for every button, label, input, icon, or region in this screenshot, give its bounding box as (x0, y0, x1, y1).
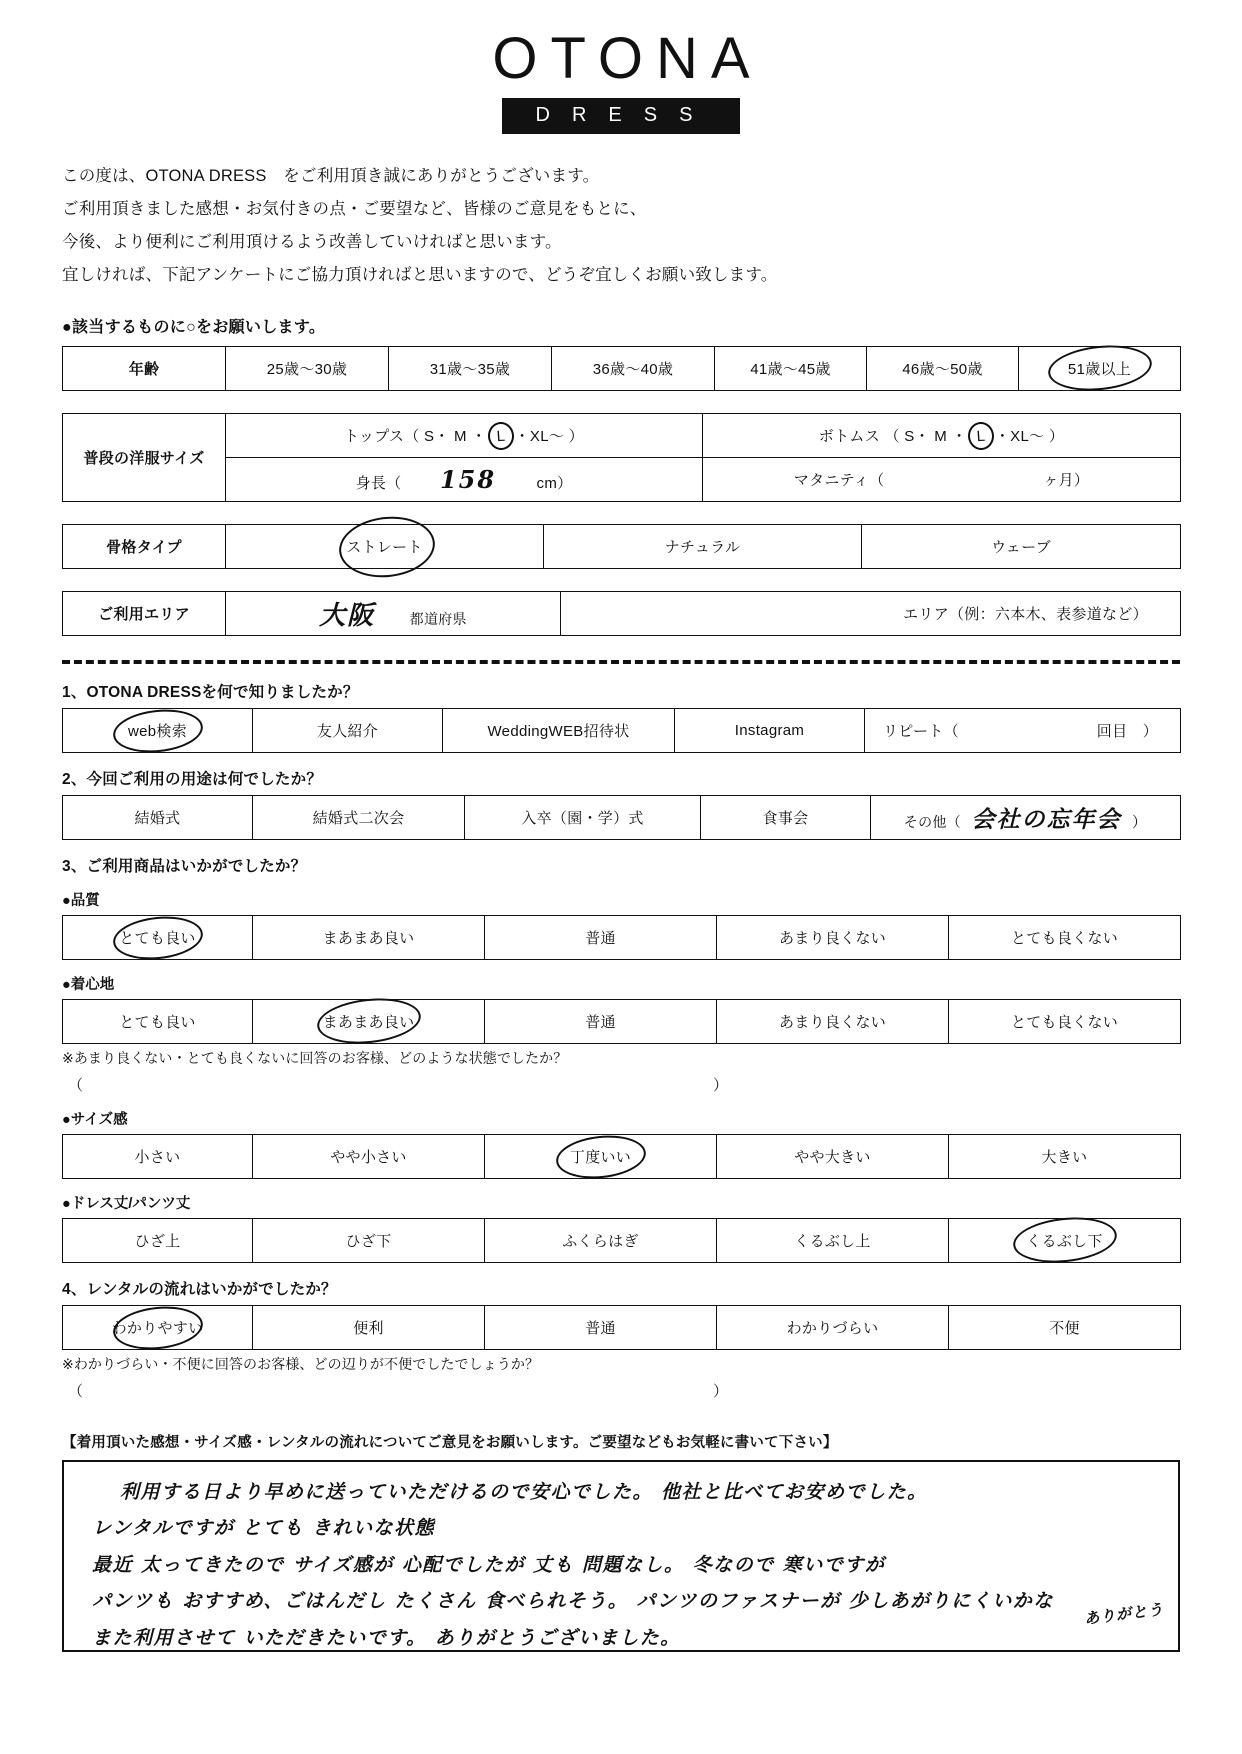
frame-type-table (62, 524, 1181, 569)
frame-option-straight[interactable] (226, 525, 544, 569)
q3-length-option-above-ankle[interactable]: くるぶし上 (717, 1219, 949, 1263)
q3-comfort-table (62, 999, 1181, 1044)
q3-comfort-note: ※あまり良くない・とても良くないに回答のお客様、どのような状態でしたか？ (62, 1050, 568, 1066)
height-label: 身長（ (355, 475, 402, 492)
q2-option-wedding[interactable]: 結婚式 (63, 796, 253, 840)
comment-line-2: レンタルですが とても きれいな状態 (92, 1517, 435, 1540)
intro-line-1: この度は、OTONA DRESS をご利用頂き誠にありがとうございます。 (62, 167, 600, 185)
area-row-label: ご利用エリア (63, 592, 226, 636)
q3-quality-label: ●品質 (62, 893, 100, 909)
intro-paragraph (62, 160, 1242, 292)
clothing-size-table (62, 413, 1181, 502)
table-row (63, 1000, 1181, 1044)
frame-option-natural[interactable]: ナチュラル (544, 525, 862, 569)
q3-fit-option-slightly-large[interactable]: やや大きい (717, 1135, 949, 1179)
prefecture-unit-label: 都道府県 (409, 611, 467, 627)
q3-quality-table (62, 915, 1181, 960)
height-handwritten-value: 158 (439, 465, 497, 494)
comment-line-1: 利用する日より早めに送っていただけるので安心でした。 他社と比べてお安めでした。 (120, 1481, 928, 1503)
q3-length-option-above-knee[interactable]: ひざ上 (63, 1219, 253, 1263)
instruction-text: ●該当するものに○をお願いします。 (62, 319, 326, 336)
age-option-51-plus-label: 51歳以上 (1067, 361, 1132, 378)
q1-option-web-search[interactable] (63, 709, 253, 753)
q4-option-hard-to-understand[interactable]: わかりづらい (717, 1306, 949, 1350)
q2-option-other[interactable] (871, 796, 1181, 840)
q4-option-inconvenient[interactable]: 不便 (949, 1306, 1181, 1350)
comment-section-heading: 【着用頂いた感想・サイズ感・レンタルの流れについてご意見をお願いします。ご要望などもお気軽に書いて下さい】 (62, 1435, 838, 1451)
q2-option-ceremony[interactable]: 入卒（園・学）式 (465, 796, 701, 840)
area-hint-label: エリア（例：六本木、表参道など） (903, 606, 1148, 623)
q2-other-handwritten-value: 会社の忘年会 (971, 806, 1122, 833)
usage-area-table (62, 591, 1181, 636)
q2-option-after-party[interactable]: 結婚式二次会 (253, 796, 465, 840)
table-row (63, 414, 1181, 458)
comment-line-3: 最近 太ってきたので サイズ感が 心配でしたが 丈も 問題なし。 冬なので 寒いですが (92, 1553, 886, 1576)
logo-primary-text: OTONA (492, 26, 763, 91)
table-row (63, 458, 1181, 502)
age-option-25-30[interactable]: 25歳〜30歳 (226, 347, 389, 391)
height-cell[interactable] (226, 458, 703, 502)
table-row (63, 347, 1181, 391)
age-option-31-35[interactable]: 31歳〜35歳 (389, 347, 552, 391)
bottoms-suffix: ・XL〜 ） (994, 427, 1065, 445)
frame-option-straight-label: ストレート (346, 539, 423, 556)
comment-line-5: また利用させて いただきたいです。 ありがとうございました。 (92, 1626, 681, 1649)
q3-comfort-open-paren: （ (68, 1077, 84, 1094)
q3-fit-label: ●サイズ感 (62, 1112, 128, 1128)
q3-quality-option-very-good-label: とても良い (119, 930, 196, 947)
comment-textarea[interactable] (62, 1460, 1180, 1652)
q3-quality-option-very-good[interactable] (63, 916, 253, 960)
q4-note: ※わかりづらい・不便に回答のお客様、どの辺りが不便でしたでしょうか？ (62, 1356, 540, 1372)
q4-table (62, 1305, 1181, 1350)
bottoms-selected-size: L (967, 421, 995, 451)
tops-selected-size: L (487, 421, 515, 451)
brand-logo (0, 0, 1242, 134)
q3-comfort-option-normal[interactable]: 普通 (485, 1000, 717, 1044)
comment-line-4: パンツも おすすめ、ごはんだし たくさん 食べられそう。 パンツのファスナーが 少しあがりにくいかな (92, 1590, 1054, 1613)
q3-length-table (62, 1218, 1181, 1263)
q3-comfort-close-paren: ） (712, 1077, 728, 1094)
age-table (62, 346, 1181, 391)
frame-option-wave[interactable]: ウェーブ (862, 525, 1181, 569)
q3-fit-option-just-right-label: 丁度いい (569, 1149, 632, 1166)
q4-open-paren: （ (68, 1383, 84, 1400)
q2-other-close-paren: ） (1131, 814, 1148, 831)
table-row (63, 916, 1181, 960)
q1-table (62, 708, 1181, 753)
question-4-title: 4、レンタルの流れはいかがでしたか？ (62, 1281, 337, 1298)
q3-length-option-below-knee[interactable]: ひざ下 (253, 1219, 485, 1263)
q2-table (62, 795, 1181, 840)
q3-comfort-option-fairly-good-label: まあまあ良い (322, 1014, 415, 1031)
question-2-title: 2、今回ご利用の用途は何でしたか？ (62, 771, 323, 788)
intro-line-4: 宜しければ、下記アンケートにご協力頂ければと思いますので、どうぞ宜しくお願い致します。 (62, 266, 778, 284)
prefecture-handwritten-value: 大阪 (319, 601, 376, 631)
question-1-title: 1、OTONA DRESSを何で知りましたか？ (62, 684, 359, 701)
age-option-36-40[interactable]: 36歳〜40歳 (552, 347, 715, 391)
tops-prefix: トップス（ S・ M ・ (344, 427, 487, 445)
q1-option-repeat-label: リピート（ (883, 723, 959, 740)
q4-option-easy-label: わかりやすい (111, 1320, 204, 1337)
maternity-label: マタニティ（ (793, 472, 885, 489)
q4-free-text[interactable] (68, 1380, 728, 1401)
intro-line-3: 今後、より便利にご利用頂けるよう改善していければと思います。 (62, 233, 562, 251)
q4-option-normal[interactable]: 普通 (485, 1306, 717, 1350)
tops-size-cell[interactable] (226, 414, 703, 458)
q1-repeat-suffix: 回目 ） (1096, 723, 1158, 740)
q3-quality-option-fairly-good[interactable]: まあまあ良い (253, 916, 485, 960)
q3-fit-option-just-right[interactable] (485, 1135, 717, 1179)
q4-close-paren: ） (712, 1383, 728, 1400)
q3-comfort-label: ●着心地 (62, 977, 115, 993)
q4-option-convenient[interactable]: 便利 (253, 1306, 485, 1350)
age-row-label: 年齢 (63, 347, 226, 391)
q3-fit-table (62, 1134, 1181, 1179)
maternity-unit: ヶ月） (1043, 472, 1090, 489)
q3-fit-option-slightly-small[interactable]: やや小さい (253, 1135, 485, 1179)
prefecture-cell[interactable] (226, 592, 561, 636)
question-3-title: 3、ご利用商品はいかがでしたか？ (62, 858, 307, 875)
age-option-41-45[interactable]: 41歳〜45歳 (715, 347, 867, 391)
q3-comfort-free-text[interactable] (68, 1074, 728, 1095)
bottoms-size-cell[interactable] (703, 414, 1181, 458)
tops-suffix: ・XL〜 ） (514, 427, 584, 445)
age-option-46-50[interactable]: 46歳〜50歳 (867, 347, 1019, 391)
q3-quality-option-normal[interactable]: 普通 (485, 916, 717, 960)
q1-option-instagram[interactable]: Instagram (675, 709, 865, 753)
maternity-cell[interactable] (703, 458, 1181, 502)
age-option-51-plus[interactable] (1019, 347, 1181, 391)
q3-fit-option-small[interactable]: 小さい (63, 1135, 253, 1179)
q3-length-option-calf[interactable]: ふくらはぎ (485, 1219, 717, 1263)
q2-option-other-label: その他（ (903, 814, 961, 830)
intro-line-2: ご利用頂きました感想・お気付きの点・ご要望など、皆様のご意見をもとに、 (62, 200, 647, 218)
q3-comfort-option-fairly-good[interactable] (253, 1000, 485, 1044)
q3-comfort-option-very-bad[interactable]: とても良くない (949, 1000, 1181, 1044)
table-row (63, 709, 1181, 753)
comment-signature: ありがとう (1083, 1600, 1165, 1628)
table-row (63, 796, 1181, 840)
q4-option-easy-to-understand[interactable] (63, 1306, 253, 1350)
q2-option-dinner[interactable]: 食事会 (701, 796, 871, 840)
frame-row-label: 骨格タイプ (63, 525, 226, 569)
q1-option-repeat[interactable] (865, 709, 1181, 753)
section-divider (62, 660, 1180, 664)
table-row (63, 592, 1181, 636)
q1-option-wedding-web[interactable]: WeddingWEB招待状 (443, 709, 675, 753)
q3-length-option-below-ankle-label: くるぶし下 (1026, 1233, 1103, 1250)
q3-quality-option-very-bad[interactable]: とても良くない (949, 916, 1181, 960)
q1-option-friend-referral[interactable]: 友人紹介 (253, 709, 443, 753)
logo-secondary-text: DRESS (502, 98, 741, 134)
table-row (63, 1135, 1181, 1179)
table-row (63, 1219, 1181, 1263)
table-row (63, 1306, 1181, 1350)
q3-length-label: ●ドレス丈/パンツ丈 (62, 1196, 191, 1212)
q1-option-web-search-label: web検索 (127, 723, 188, 740)
table-row (63, 525, 1181, 569)
area-hint-cell[interactable] (561, 592, 1181, 636)
q3-quality-option-not-very-good[interactable]: あまり良くない (717, 916, 949, 960)
q3-length-option-below-ankle[interactable] (949, 1219, 1181, 1263)
size-row-label: 普段の洋服サイズ (63, 414, 226, 502)
q3-fit-option-large[interactable]: 大きい (949, 1135, 1181, 1179)
q3-comfort-option-very-good[interactable]: とても良い (63, 1000, 253, 1044)
bottoms-prefix: ボトムス （ S・ M ・ (818, 427, 967, 445)
height-unit: cm） (536, 475, 573, 492)
q3-comfort-option-not-very-good[interactable]: あまり良くない (717, 1000, 949, 1044)
